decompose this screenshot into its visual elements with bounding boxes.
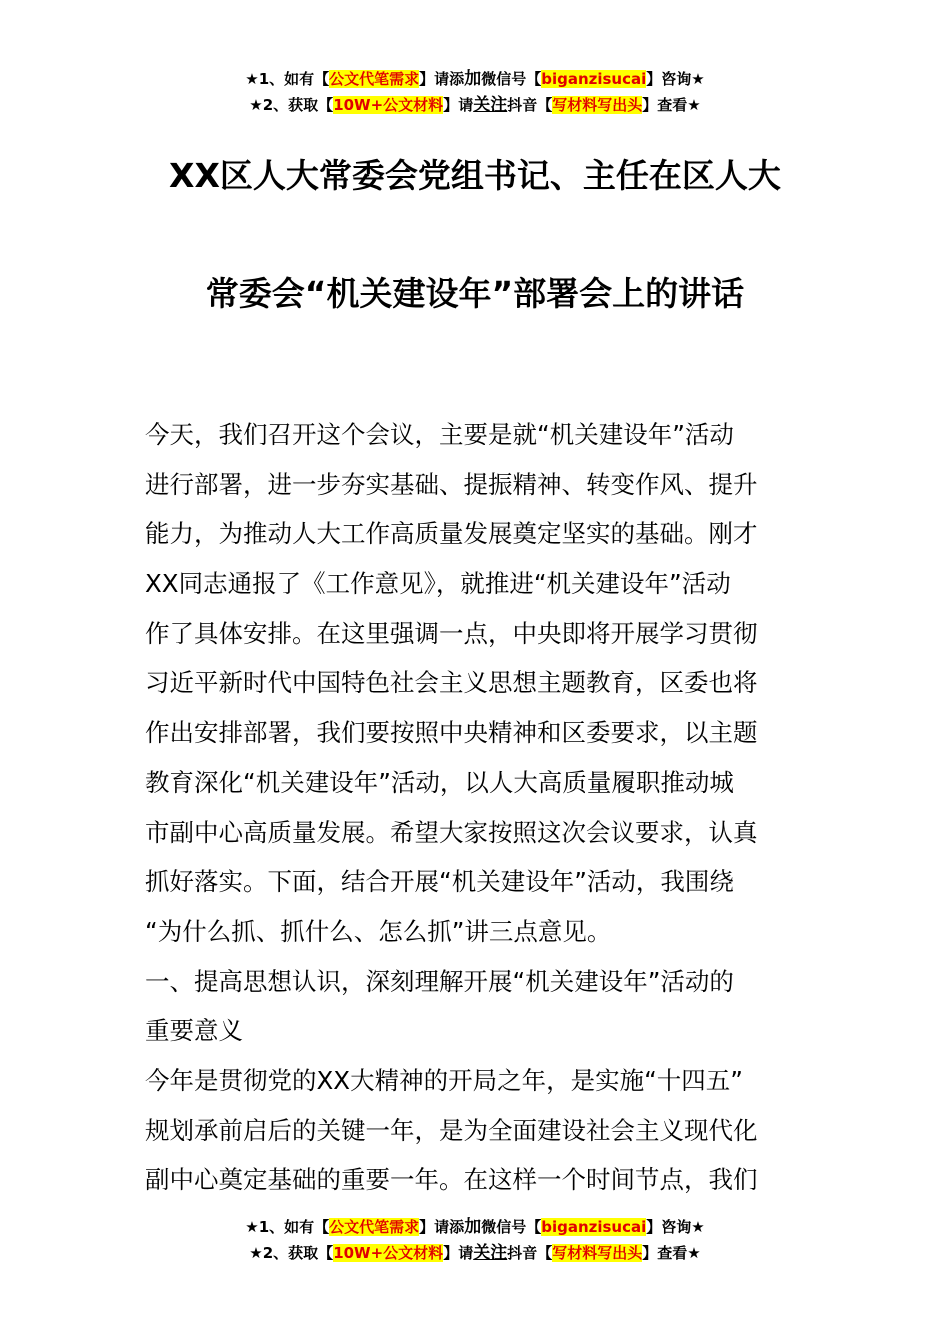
section-heading: 一、提高思想认识，深刻理解开展“机关建设年”活动的 xyxy=(145,966,734,996)
section-heading: 重要意义 xyxy=(145,1016,243,1046)
body-line: XX同志通报了《工作意见》，就推进“机关建设年”活动 xyxy=(145,569,731,599)
promo-highlight: 写材料写出头 xyxy=(552,96,643,114)
body-line: 教育深化“机关建设年”活动，以人大高质量履职推动城 xyxy=(145,767,734,797)
bottom-promo-banner xyxy=(0,1214,950,1266)
promo-highlight: 10W+公文材料 xyxy=(333,1244,444,1262)
body-line: “为什么抓、抓什么、怎么抓”讲三点意见。 xyxy=(145,916,612,946)
document-body xyxy=(145,410,810,1205)
promo-line-1: ★1、如有【公文代笔需求】请添加微信号【biganzisucai】咨询★ xyxy=(245,1217,705,1237)
top-promo-banner xyxy=(0,66,950,118)
body-line: 今天，我们召开这个会议，主要是就“机关建设年”活动 xyxy=(145,420,734,449)
body-line: 进行部署，进一步夯实基础、提振精神、转变作风、提升 xyxy=(145,469,758,499)
promo-highlight: 写材料写出头 xyxy=(552,1244,643,1262)
promo-highlight: 10W+公文材料 xyxy=(333,96,444,114)
promo-line-2: ★2、获取【10W+公文材料】请关注抖音【写材料写出头】查看★ xyxy=(249,1243,701,1263)
promo-highlight: biganzisucai xyxy=(541,1218,647,1236)
body-line: 作出安排部署，我们要按照中央精神和区委要求，以主题 xyxy=(145,718,758,748)
body-line: 习近平新时代中国特色社会主义思想主题教育，区委也将 xyxy=(145,668,758,698)
document-title-line-1: XX区人大常委会党组书记、主任在区人大 xyxy=(169,156,781,195)
promo-highlight: 公文代笔需求 xyxy=(329,1218,420,1236)
body-line: 今年是贯彻党的XX大精神的开局之年，是实施“十四五” xyxy=(145,1065,743,1095)
promo-line-2: ★2、获取【10W+公文材料】请关注抖音【写材料写出头】查看★ xyxy=(249,95,701,115)
body-line: 市副中心高质量发展。希望大家按照这次会议要求，认真 xyxy=(145,817,758,847)
document-title-line-2: 常委会“机关建设年”部署会上的讲话 xyxy=(205,274,745,313)
body-line: 规划承前启后的关键一年，是为全面建设社会主义现代化 xyxy=(145,1115,758,1145)
body-line: 抓好落实。下面，结合开展“机关建设年”活动，我围绕 xyxy=(145,867,734,897)
promo-line-1: ★1、如有【公文代笔需求】请添加微信号【biganzisucai】咨询★ xyxy=(245,69,705,89)
promo-highlight: 公文代笔需求 xyxy=(329,70,420,88)
body-line: 副中心奠定基础的重要一年。在这样一个时间节点，我们 xyxy=(145,1165,758,1195)
promo-highlight: biganzisucai xyxy=(541,70,647,88)
body-line: 能力，为推动人大工作高质量发展奠定坚实的基础。刚才 xyxy=(145,519,758,549)
body-line: 作了具体安排。在这里强调一点，中央即将开展学习贯彻 xyxy=(145,618,758,648)
